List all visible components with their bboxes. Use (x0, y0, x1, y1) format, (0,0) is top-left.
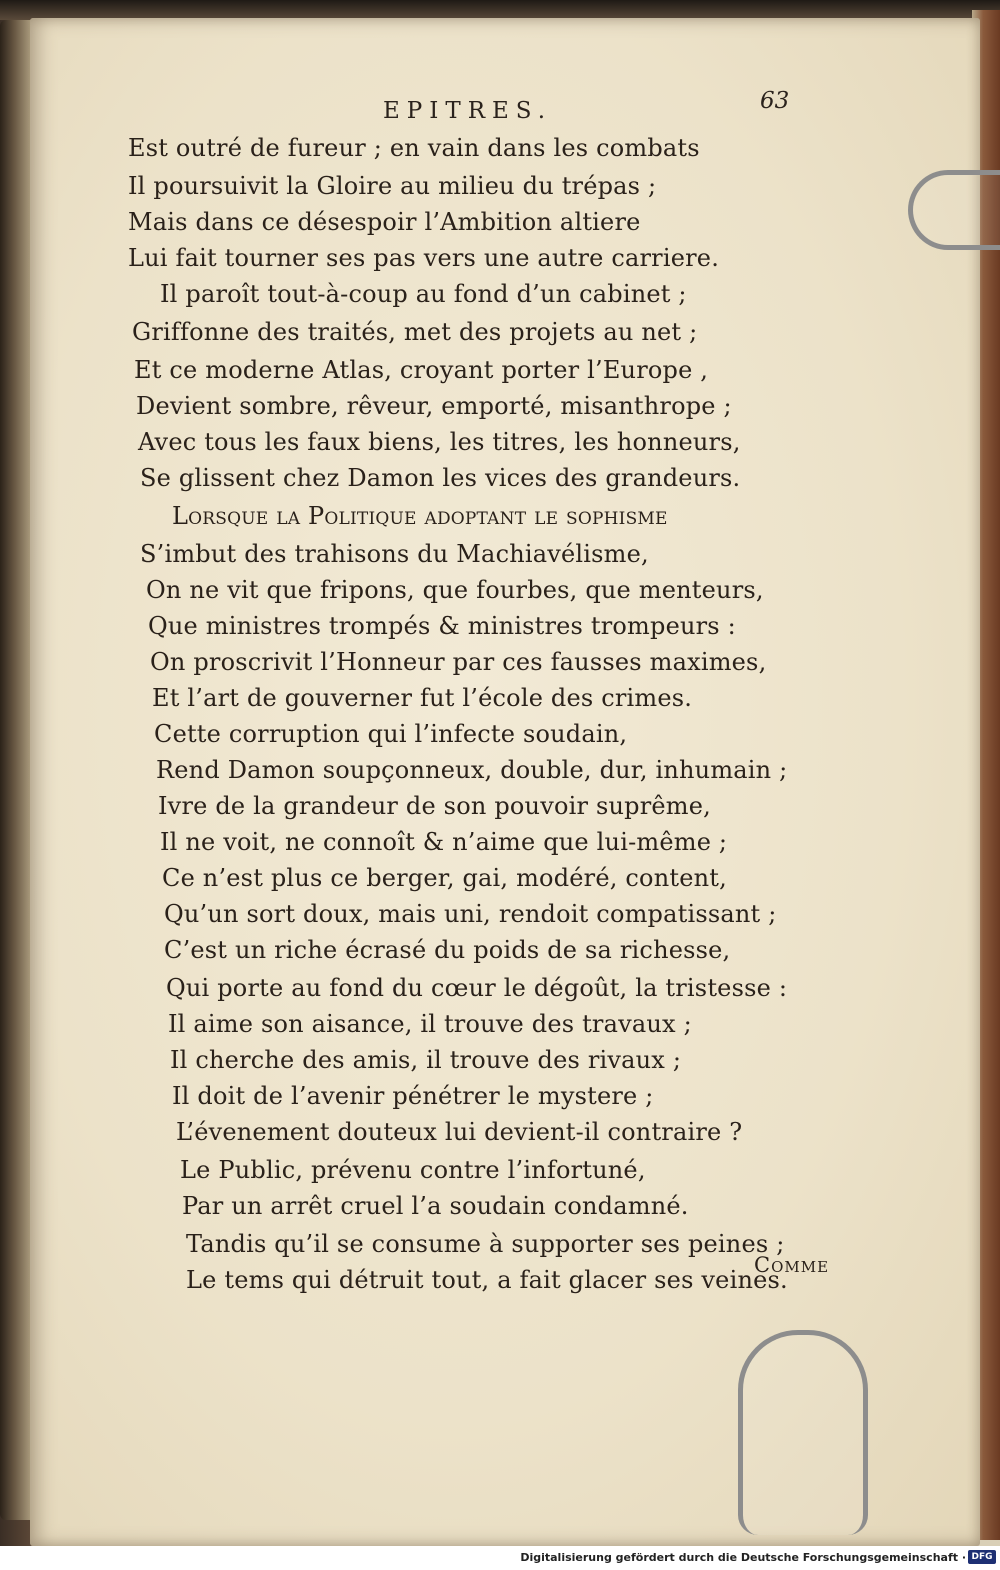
verse-line: On proscrivit l’Honneur par ces fausses maximes, (150, 648, 767, 676)
verse-line: Il poursuivit la Gloire au milieu du trépas ; (128, 172, 657, 200)
verse-line: Il cherche des amis, il trouve des rivaux ; (170, 1046, 682, 1074)
verse-line: Il aime son aisance, il trouve des travaux ; (168, 1010, 692, 1038)
verse-line: Ivre de la grandeur de son pouvoir suprême, (158, 792, 711, 820)
verse-line: Cette corruption qui l’infecte soudain, (154, 720, 628, 748)
verse-line: Que ministres trompés & ministres trompeurs : (148, 612, 736, 640)
verse-line: Lorsque la Politique adoptant le sophisme (172, 502, 668, 530)
verse-line: Mais dans ce désespoir l’Ambition altiere (128, 208, 641, 236)
verse-line: On ne vit que fripons, que fourbes, que menteurs, (146, 576, 764, 604)
verse-line: Et l’art de gouverner fut l’école des crimes. (152, 684, 693, 712)
page-number: 63 (760, 88, 790, 114)
verse-line: C’est un riche écrasé du poids de sa richesse, (164, 936, 731, 964)
verse-line: Qui porte au fond du cœur le dégoût, la tristesse : (166, 974, 788, 1002)
verse-line: Le Public, prévenu contre l’infortuné, (180, 1156, 646, 1184)
verse-line: Tandis qu’il se consume à supporter ses peines ; (186, 1230, 785, 1258)
verse-line: Devient sombre, rêveur, emporté, misanthrope ; (136, 392, 732, 420)
verse-line: Il paroît tout-à-coup au fond d’un cabinet ; (160, 280, 687, 308)
verse-line: Rend Damon soupçonneux, double, dur, inhumain ; (156, 756, 788, 784)
page-clip-bottom (738, 1330, 868, 1535)
verse-line: Avec tous les faux biens, les titres, les honneurs, (138, 428, 741, 456)
verse-line: S’imbut des trahisons du Machiavélisme, (140, 540, 649, 568)
verse-line: Se glissent chez Damon les vices des grandeurs. (140, 464, 741, 492)
verse-line: Il ne voit, ne connoît & n’aime que lui-même ; (160, 828, 728, 856)
running-head: EPITRES. (383, 98, 553, 124)
page-clip-top (908, 170, 1000, 250)
verse-line: Le tems qui détruit tout, a fait glacer ses veines. (186, 1266, 788, 1294)
verse-line: Et ce moderne Atlas, croyant porter l’Europe , (134, 356, 709, 384)
dfg-logo: DFG (968, 1550, 996, 1564)
catchword: Comme (754, 1253, 830, 1277)
verse-line: Il doit de l’avenir pénétrer le mystere ; (172, 1082, 654, 1110)
verse-line: Ce n’est plus ce berger, gai, modéré, content, (162, 864, 727, 892)
verse-line: Griffonne des traités, met des projets au net ; (132, 318, 698, 346)
verse-line: L’évenement douteux lui devient-il contraire ? (176, 1118, 743, 1146)
verse-line: Est outré de fureur ; en vain dans les combats (128, 134, 700, 162)
footer-credit: Digitalisierung gefördert durch die Deutsche Forschungsgemeinschaft · (520, 1551, 966, 1564)
verse-line: Par un arrêt cruel l’a soudain condamné. (182, 1192, 689, 1220)
verse-line: Lui fait tourner ses pas vers une autre carriere. (128, 244, 720, 272)
verse-line: Qu’un sort doux, mais uni, rendoit compatissant ; (164, 900, 777, 928)
